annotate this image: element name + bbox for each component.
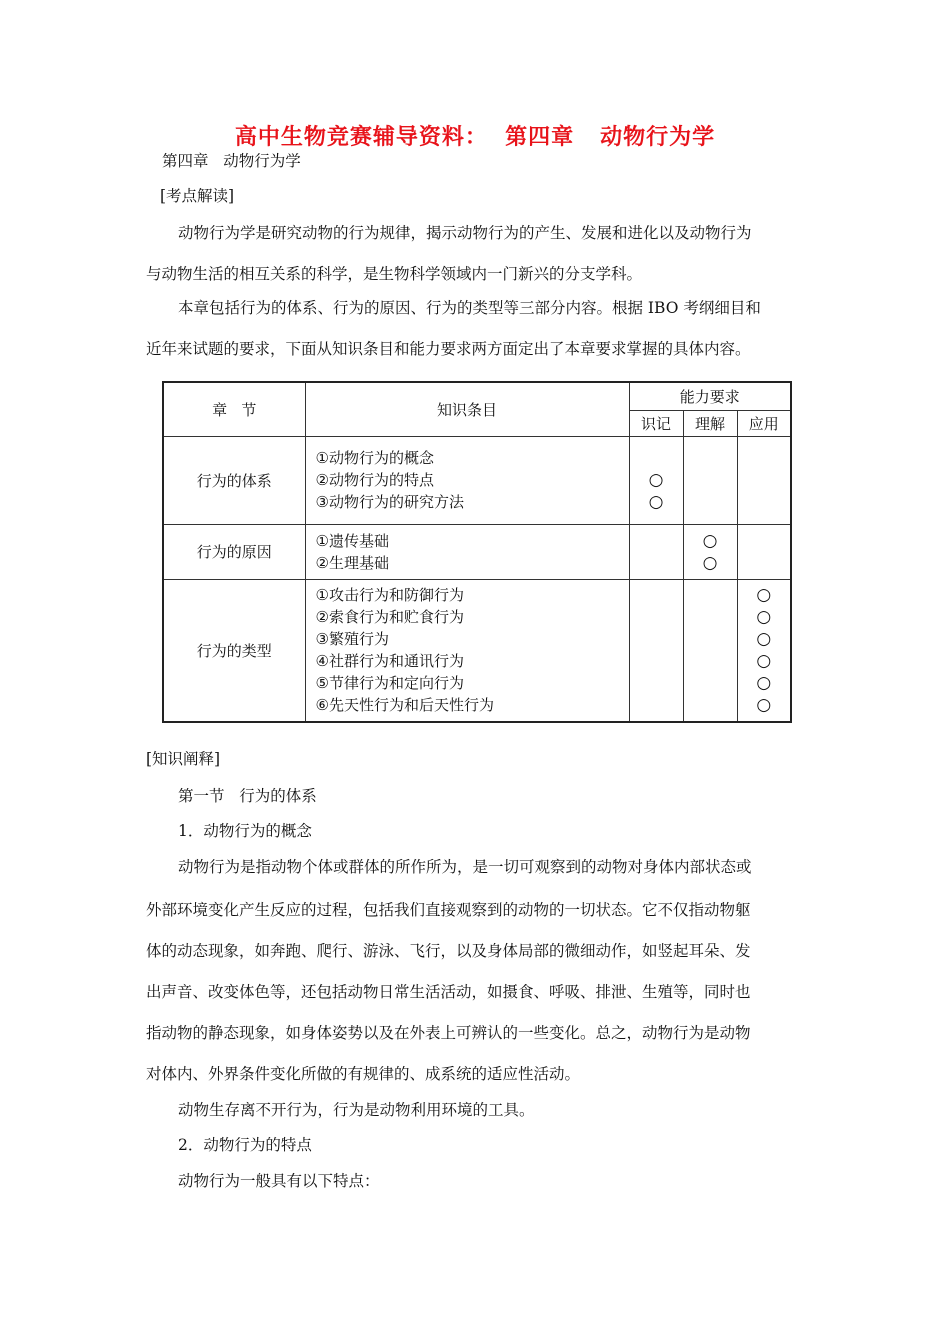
paragraph-line: 动物行为一般具有以下特点： bbox=[178, 1172, 380, 1190]
item-heading: 2．动物行为的特点 bbox=[178, 1136, 312, 1154]
recall-cell bbox=[629, 524, 683, 579]
knowledge-item: ③动物行为的研究方法 bbox=[315, 493, 464, 511]
document-title: 高中生物竞赛辅导资料： 第四章 动物行为学 bbox=[234, 125, 716, 150]
apply-cell bbox=[737, 579, 791, 722]
table-row bbox=[163, 436, 791, 524]
paragraph-line: 出声音、改变体色等，还包括动物日常生活活动，如摄食、呼吸、排泄、生殖等，同时也 bbox=[146, 983, 751, 1001]
paragraph-line: 指动物的静态现象，如身体姿势以及在外表上可辨认的一些变化。总之，动物行为是动物 bbox=[146, 1024, 751, 1042]
section-cell: 行为的体系 bbox=[163, 436, 305, 524]
item-heading: 1．动物行为的概念 bbox=[178, 822, 312, 840]
paragraph-line: 本章包括行为的体系、行为的原因、行为的类型等三部分内容。根据 IBO 考纲细目和 bbox=[178, 299, 761, 317]
apply-cell bbox=[737, 524, 791, 579]
section-cell: 行为的类型 bbox=[163, 579, 305, 722]
knowledge-item: ③繁殖行为 bbox=[315, 630, 389, 649]
header-ability: 能力要求 bbox=[629, 382, 791, 410]
header-understand: 理解 bbox=[683, 410, 737, 436]
section-heading-knowledge: [知识阐释] bbox=[146, 750, 221, 768]
header-recall: 识记 bbox=[629, 410, 683, 436]
section-cell: 行为的原因 bbox=[163, 524, 305, 579]
recall-cell bbox=[629, 436, 683, 524]
knowledge-item: ⑤节律行为和定向行为 bbox=[315, 674, 464, 693]
knowledge-item: ④社群行为和通讯行为 bbox=[315, 652, 464, 671]
understand-cell bbox=[683, 524, 737, 579]
apply-cell bbox=[737, 436, 791, 524]
knowledge-item: ①攻击行为和防御行为 bbox=[315, 586, 464, 605]
paragraph-line: 动物行为学是研究动物的行为规律，揭示动物行为的产生、发展和进化以及动物行为 bbox=[178, 224, 752, 242]
mark: ○ bbox=[756, 695, 772, 716]
mark bbox=[630, 447, 683, 469]
mark: ○ bbox=[648, 492, 664, 512]
paragraph-line: 动物行为是指动物个体或群体的所作所为，是一切可观察到的动物对身体内部状态或 bbox=[178, 858, 752, 876]
chapter-line: 第四章 动物行为学 bbox=[162, 152, 301, 170]
paragraph-line: 体的动态现象，如奔跑、爬行、游泳、飞行，以及身体局部的微细动作，如竖起耳朵、发 bbox=[146, 942, 751, 960]
understand-cell bbox=[683, 436, 737, 524]
header-chapter: 章 节 bbox=[163, 382, 305, 436]
knowledge-item: ②索食行为和贮食行为 bbox=[315, 608, 464, 627]
mark: ○ bbox=[702, 552, 718, 573]
recall-cell bbox=[629, 579, 683, 722]
knowledge-ability-table bbox=[162, 381, 792, 723]
mark: ○ bbox=[648, 470, 664, 490]
paragraph-line: 动物生存离不开行为，行为是动物利用环境的工具。 bbox=[178, 1101, 535, 1119]
mark: ○ bbox=[756, 673, 772, 694]
mark: ○ bbox=[756, 629, 772, 650]
table-row bbox=[163, 524, 791, 579]
paragraph-line: 近年来试题的要求，下面从知识条目和能力要求两方面定出了本章要求掌握的具体内容。 bbox=[146, 340, 751, 358]
items-cell bbox=[305, 579, 629, 722]
paragraph-line: 对体内、外界条件变化所做的有规律的、成系统的适应性活动。 bbox=[146, 1065, 581, 1083]
knowledge-item: ②动物行为的特点 bbox=[315, 471, 434, 489]
paragraph-line: 与动物生活的相互关系的科学，是生物科学领域内一门新兴的分支学科。 bbox=[146, 265, 643, 283]
mark: ○ bbox=[756, 651, 772, 672]
knowledge-item: ②生理基础 bbox=[315, 553, 389, 572]
section-heading-exam-points: [考点解读] bbox=[160, 187, 235, 205]
mark: ○ bbox=[756, 607, 772, 628]
knowledge-item: ①动物行为的概念 bbox=[315, 449, 434, 467]
items-cell bbox=[305, 524, 629, 579]
subsection-heading: 第一节 行为的体系 bbox=[178, 787, 317, 805]
mark: ○ bbox=[756, 585, 772, 606]
understand-cell bbox=[683, 579, 737, 722]
knowledge-item: ⑥先天性行为和后天性行为 bbox=[315, 696, 494, 715]
items-cell bbox=[305, 436, 629, 524]
table-row bbox=[163, 579, 791, 722]
header-knowledge-items: 知识条目 bbox=[305, 382, 629, 436]
knowledge-item: ①遗传基础 bbox=[315, 531, 389, 550]
mark: ○ bbox=[702, 530, 718, 551]
paragraph-line: 外部环境变化产生反应的过程，包括我们直接观察到的动物的一切状态。它不仅指动物躯 bbox=[146, 901, 751, 919]
header-apply: 应用 bbox=[737, 410, 791, 436]
